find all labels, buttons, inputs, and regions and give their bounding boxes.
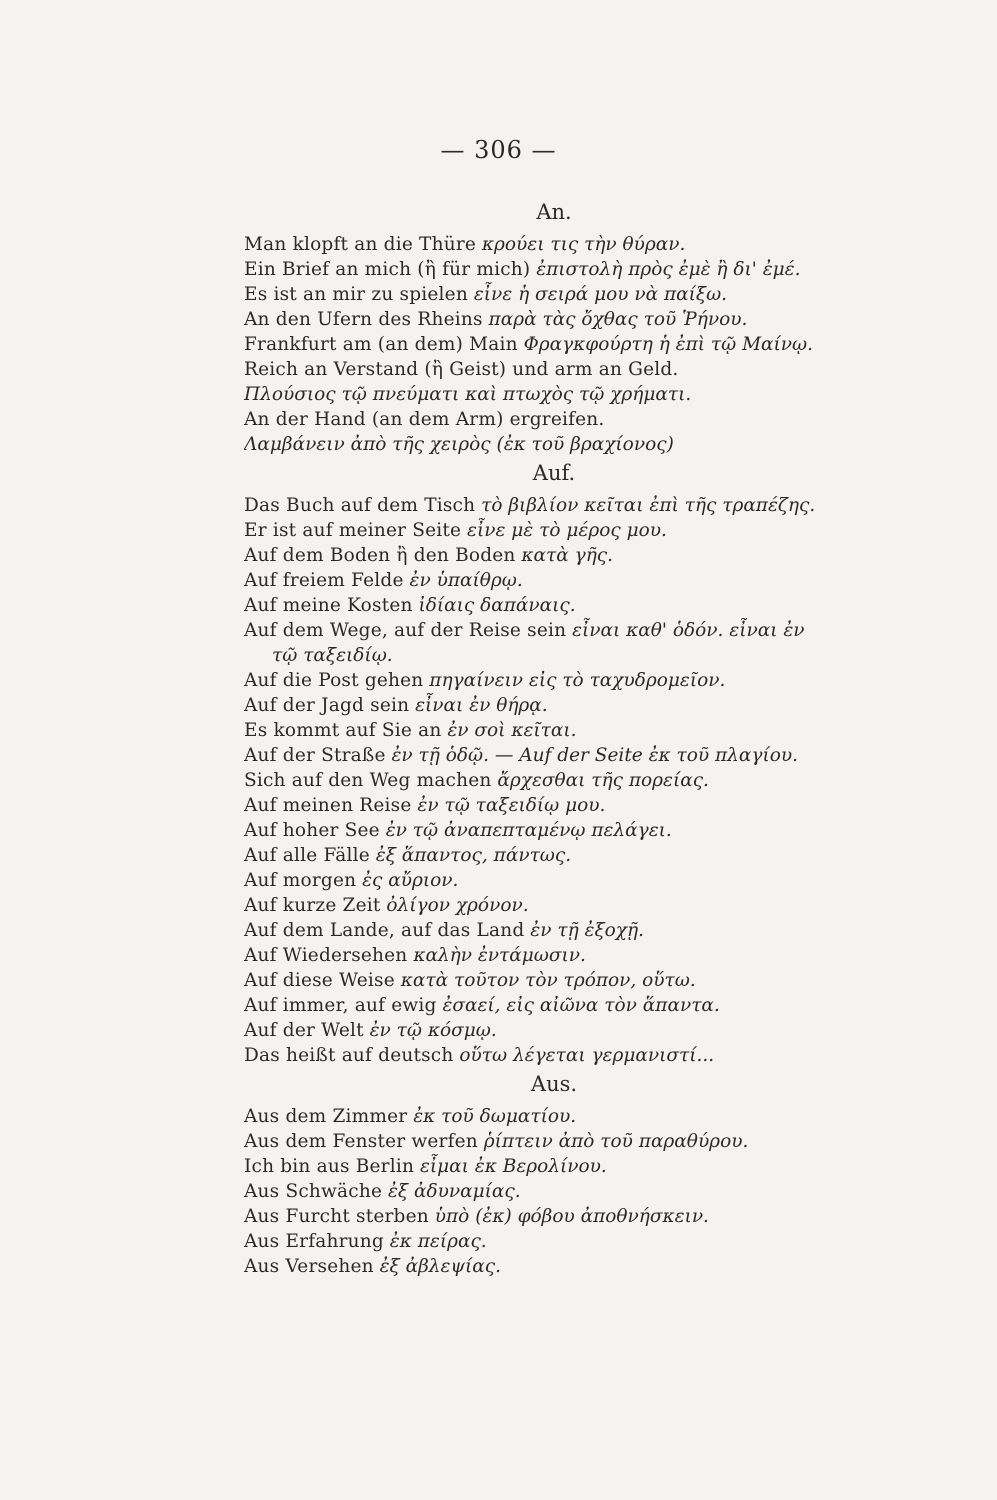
phrase-line: [244, 332, 924, 357]
greek-translation: ῥίπτειν ἀπὸ τοῦ παραθύρου.: [483, 1131, 749, 1152]
phrase-line: [244, 1104, 924, 1129]
phrase-line: [244, 568, 924, 593]
german-phrase: Auf dem Lande, auf das Land: [244, 920, 525, 941]
phrase-line: [244, 743, 924, 768]
phrase-line: [244, 232, 924, 257]
phrase-line: [244, 918, 924, 943]
phrase-line: [244, 382, 924, 407]
greek-translation: ὑπὸ (ἐκ) φόβου ἀποθνήσκειν.: [434, 1206, 709, 1227]
phrase-line: [244, 893, 924, 918]
greek-translation: ἰδίαις δαπάναις.: [418, 595, 576, 616]
german-phrase: Auf Wiedersehen: [244, 945, 408, 966]
german-phrase: Auf hoher See: [244, 820, 380, 841]
german-phrase: Auf der Jagd sein: [244, 695, 410, 716]
greek-translation: οὕτω λέγεται γερμανιστί...: [459, 1045, 715, 1066]
phrase-line: [244, 493, 924, 518]
german-phrase: Aus Schwäche: [244, 1181, 383, 1202]
section: [244, 1068, 924, 1279]
greek-translation: ἐς αὔριον.: [362, 870, 459, 891]
phrase-line: [244, 843, 924, 868]
phrase-line: [244, 668, 924, 693]
greek-translation: κρούει τις τὴν θύραν.: [481, 234, 686, 255]
greek-translation: Λαμβάνειν ἀπὸ τῆς χειρὸς (ἐκ τοῦ βραχίονος): [244, 434, 674, 455]
phrase-line: [244, 818, 924, 843]
german-phrase: Auf freiem Felde: [244, 570, 404, 591]
german-phrase: Frankfurt am (an dem) Main: [244, 334, 518, 355]
german-phrase: An der Hand (an dem Arm) ergreifen.: [244, 409, 605, 430]
phrase-line: [244, 432, 924, 457]
phrase-line: [244, 1229, 924, 1254]
greek-translation: ἐσαεί, εἰς αἰῶνα τὸν ἅπαντα.: [442, 995, 720, 1016]
german-phrase: Aus Furcht sterben: [244, 1206, 429, 1227]
german-phrase: An den Ufern des Rheins: [244, 309, 483, 330]
phrase-line: [244, 1179, 924, 1204]
greek-translation: εἶνε μὲ τὸ μέρος μου.: [467, 520, 667, 541]
german-phrase: Auf immer, auf ewig: [244, 995, 437, 1016]
phrase-line: [244, 793, 924, 818]
phrase-line: [244, 618, 924, 643]
page-body: [244, 196, 924, 1279]
greek-translation: ἐκ τοῦ δωματίου.: [413, 1106, 577, 1127]
greek-translation: εἶνε ἡ σειρά μου νὰ παίξω.: [473, 284, 728, 305]
phrase-line: [244, 718, 924, 743]
greek-translation: ἐν τῇ ὁδῷ. — Auf der Seite ἐκ τοῦ πλαγίου.: [391, 745, 798, 766]
greek-translation: ἐν τῇ ἐξοχῇ.: [530, 920, 644, 941]
section: [244, 196, 924, 457]
phrase-line: [244, 693, 924, 718]
greek-translation: καλὴν ἐντάμωσιν.: [413, 945, 586, 966]
german-phrase: Es kommt auf Sie an: [244, 720, 442, 741]
greek-translation: ἐν τῷ κόσμῳ.: [369, 1020, 497, 1041]
phrase-line: [244, 968, 924, 993]
phrase-line: [244, 543, 924, 568]
phrase-line: [244, 1129, 924, 1154]
greek-translation: ἐξ ἅπαντος, πάντως.: [375, 845, 572, 866]
german-phrase: Auf dem Boden ἢ den Boden: [244, 545, 516, 566]
section: [244, 457, 924, 1068]
phrase-line: [244, 1254, 924, 1279]
german-phrase: Auf meine Kosten: [244, 595, 413, 616]
german-phrase: Auf der Straße: [244, 745, 386, 766]
phrase-line: [244, 407, 924, 432]
greek-translation: εἶμαι ἐκ Βερολίνου.: [419, 1156, 607, 1177]
german-phrase: Das heißt auf deutsch: [244, 1045, 454, 1066]
greek-translation: ἐν τῷ ἀναπεπταμένῳ πελάγει.: [385, 820, 672, 841]
german-phrase: Sich auf den Weg machen: [244, 770, 492, 791]
phrase-line: [244, 1154, 924, 1179]
greek-translation: εἶναι ἐν θήρᾳ.: [415, 695, 548, 716]
german-phrase: Auf meinen Reise: [244, 795, 412, 816]
german-phrase: Aus dem Fenster werfen: [244, 1131, 478, 1152]
german-phrase: Er ist auf meiner Seite: [244, 520, 462, 541]
german-phrase: Auf diese Weise: [244, 970, 395, 991]
phrase-line: [244, 643, 924, 668]
german-phrase: Ein Brief an mich (ἢ für mich): [244, 259, 531, 280]
greek-translation: ἐν ὑπαίθρῳ.: [409, 570, 523, 591]
section-heading: Auf.: [532, 461, 576, 485]
german-phrase: Aus Erfahrung: [244, 1231, 384, 1252]
german-phrase: Aus Versehen: [244, 1256, 374, 1277]
section-heading: An.: [536, 200, 572, 224]
greek-translation: κατὰ τοῦτον τὸν τρόπον, οὕτω.: [400, 970, 696, 991]
german-phrase: Auf morgen: [244, 870, 357, 891]
german-phrase: Auf alle Fälle: [244, 845, 370, 866]
greek-translation: τὸ βιβλίον κεῖται ἐπὶ τῆς τραπέζης.: [481, 495, 816, 516]
german-phrase: Reich an Verstand (ἢ Geist) und arm an Geld.: [244, 359, 679, 380]
german-phrase: Auf dem Wege, auf der Reise sein: [244, 620, 567, 641]
greek-translation: παρὰ τὰς ὄχθας τοῦ Ῥήνου.: [488, 309, 748, 330]
greek-translation: ἐν τῷ ταξειδίῳ μου.: [417, 795, 606, 816]
greek-translation: πηγαίνειν εἰς τὸ ταχυδρομεῖον.: [429, 670, 726, 691]
german-phrase: Auf die Post gehen: [244, 670, 424, 691]
greek-translation: ἐπιστολὴ πρὸς ἐμὲ ἢ δι' ἐμέ.: [536, 259, 801, 280]
greek-translation: κατὰ γῆς.: [521, 545, 614, 566]
greek-translation: ἄρχεσθαι τῆς πορείας.: [497, 770, 709, 791]
phrase-line: [244, 257, 924, 282]
greek-translation: ἐν σοὶ κεῖται.: [447, 720, 577, 741]
phrase-line: [244, 768, 924, 793]
greek-translation: ὀλίγον χρόνον.: [386, 895, 529, 916]
page-number: — 306 —: [440, 136, 557, 164]
phrase-line: [244, 1204, 924, 1229]
greek-translation: ἐκ πείρας.: [389, 1231, 487, 1252]
phrase-line: [244, 307, 924, 332]
greek-translation: ἐξ ἀβλεψίας.: [379, 1256, 501, 1277]
phrase-line: [244, 282, 924, 307]
german-phrase: Auf der Welt: [244, 1020, 364, 1041]
phrase-line: [244, 943, 924, 968]
greek-translation: τῷ ταξειδίῳ.: [272, 645, 393, 666]
phrase-line: [244, 518, 924, 543]
phrase-line: [244, 1043, 924, 1068]
german-phrase: Man klopft an die Thüre: [244, 234, 477, 255]
greek-translation: Πλούσιος τῷ πνεύματι καὶ πτωχὸς τῷ χρήματι.: [244, 384, 692, 405]
phrase-line: [244, 993, 924, 1018]
german-phrase: Aus dem Zimmer: [244, 1106, 408, 1127]
german-phrase: Das Buch auf dem Tisch: [244, 495, 476, 516]
section-heading: Aus.: [530, 1072, 578, 1096]
phrase-line: [244, 593, 924, 618]
greek-translation: εἶναι καθ' ὁδόν. εἶναι ἐν: [572, 620, 805, 641]
german-phrase: Auf kurze Zeit: [244, 895, 381, 916]
phrase-line: [244, 1018, 924, 1043]
greek-translation: Φραγκφούρτη ἡ ἐπὶ τῷ Μαίνῳ.: [523, 334, 814, 355]
german-phrase: Es ist an mir zu spielen: [244, 284, 468, 305]
greek-translation: ἐξ ἀδυναμίας.: [387, 1181, 521, 1202]
phrase-line: [244, 357, 924, 382]
german-phrase: Ich bin aus Berlin: [244, 1156, 415, 1177]
phrase-line: [244, 868, 924, 893]
